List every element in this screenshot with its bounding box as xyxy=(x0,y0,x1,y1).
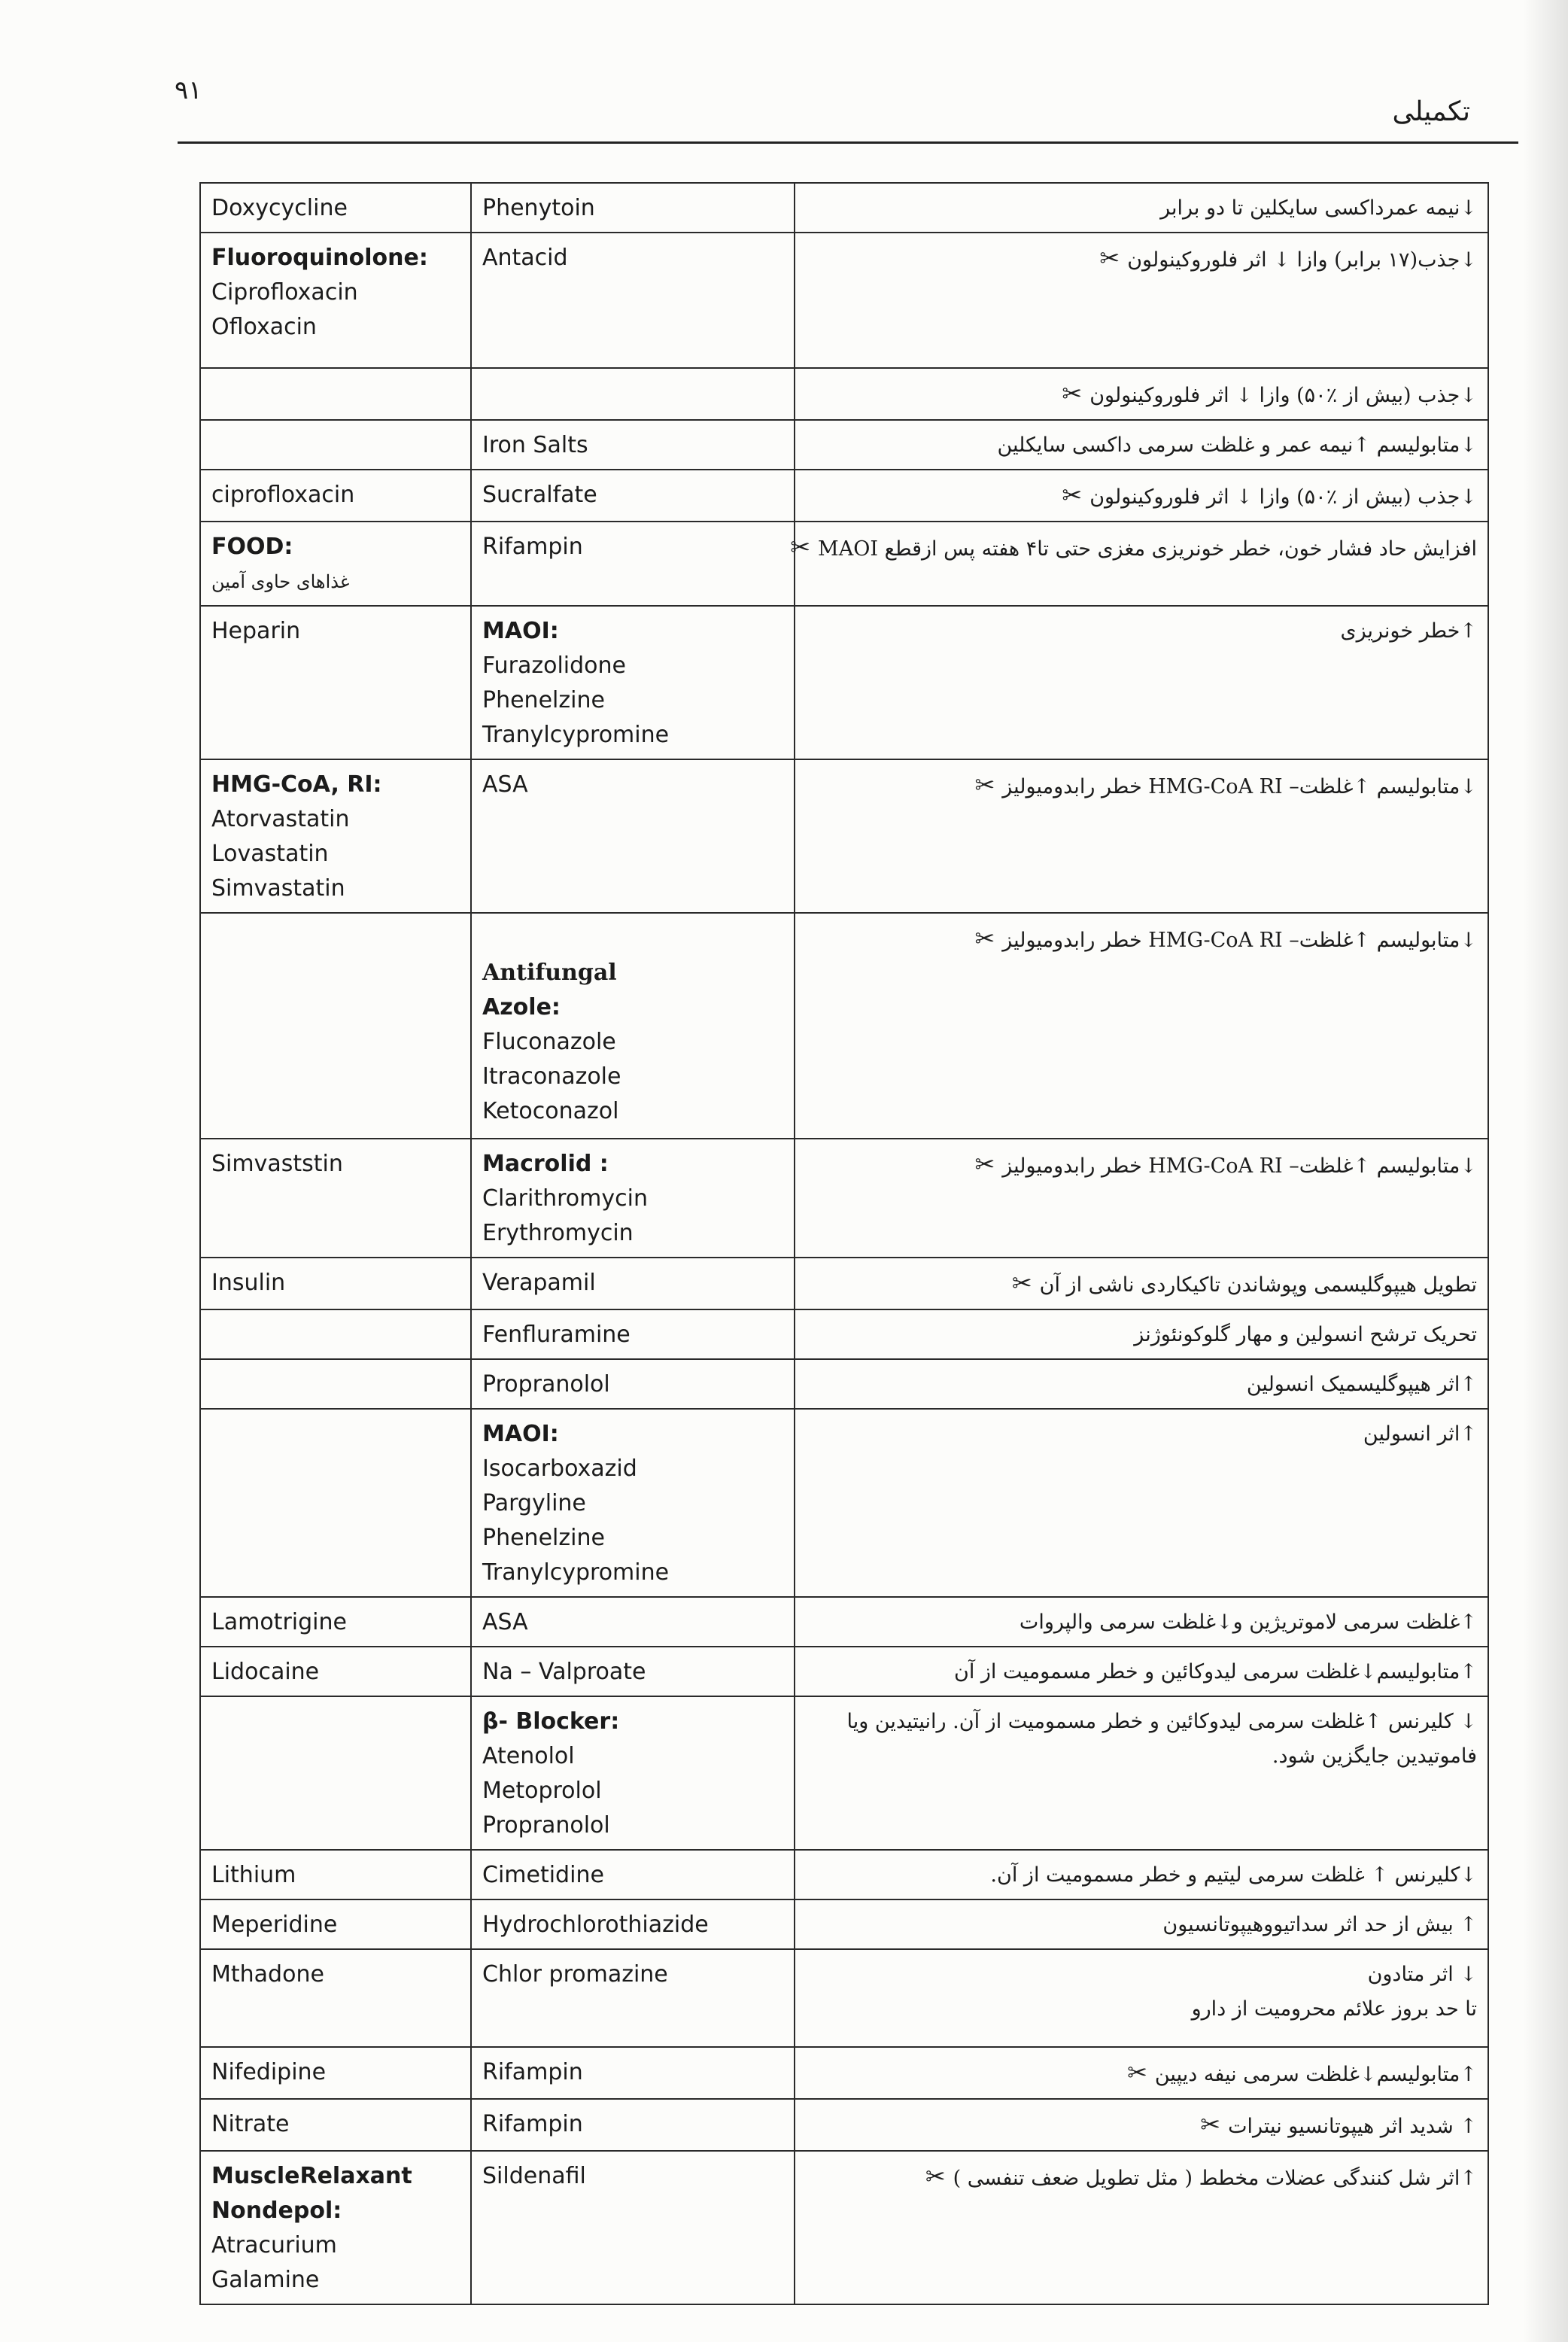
effect-text: ↑متابولیسم↓غلظت سرمی نیفه دیپین xyxy=(1154,2063,1477,2086)
interaction-effect-cell xyxy=(795,1597,1488,1647)
drug-a-cell xyxy=(200,1949,471,2047)
drug-a-text: Atorvastatin xyxy=(211,806,350,832)
drug-a-cell xyxy=(200,1597,471,1647)
effect-line xyxy=(806,614,1477,649)
table-row xyxy=(200,606,1488,759)
table-row xyxy=(200,420,1488,470)
effect-text: ↑اثر انسولین xyxy=(1363,1422,1477,1446)
drug-a-cell xyxy=(200,420,471,470)
table-row xyxy=(200,1139,1488,1258)
effect-text: ↓کلیرنس ↑ غلظت سرمی لیتیم و خطر مسمومیت از آن. xyxy=(990,1863,1477,1887)
drug-b-cell xyxy=(471,470,795,522)
drug-b-cell xyxy=(471,913,795,1139)
effect-line xyxy=(806,376,1477,413)
effect-line xyxy=(806,191,1477,226)
table-row xyxy=(200,1899,1488,1949)
drug-b-text: Rifampin xyxy=(482,534,583,560)
drug-a-cell xyxy=(200,1409,471,1597)
table-row xyxy=(200,2151,1488,2304)
drug-a-cell xyxy=(200,1309,471,1359)
drug-a-text: Ciprofloxacin xyxy=(211,279,358,306)
drug-b-cell xyxy=(471,1899,795,1949)
effect-text: ↑متابولیسم↓غلظت سرمی لیدوکائین و خطر مسمومیت از آن xyxy=(953,1660,1477,1684)
drug-b-text: Phenytoin xyxy=(482,195,595,221)
effect-line xyxy=(806,1367,1477,1402)
effect-line xyxy=(806,1147,1477,1184)
interaction-effect-cell xyxy=(795,1409,1488,1597)
drug-a-text: MuscleRelaxant xyxy=(211,2163,412,2189)
interaction-effect-cell xyxy=(795,2151,1488,2304)
interaction-effect-cell xyxy=(795,1647,1488,1696)
drug-a-text: ciprofloxacin xyxy=(211,482,355,508)
table-row xyxy=(200,1850,1488,1899)
drug-a-text: Galamine xyxy=(211,2267,320,2293)
drug-a-cell xyxy=(200,233,471,368)
effect-text: ↑ شدید اثر هیپوتانسیو نیترات xyxy=(1228,2115,1477,2138)
effect-text: تا حد بروز علائم محرومیت از دارو xyxy=(1191,1997,1477,2021)
table-row xyxy=(200,1597,1488,1647)
interaction-effect-cell xyxy=(795,1696,1488,1850)
drug-b-text: Tranylcypromine xyxy=(482,722,670,748)
drug-a-text: Lidocaine xyxy=(211,1659,320,1685)
drug-b-cell xyxy=(471,1309,795,1359)
drug-b-cell xyxy=(471,1359,795,1409)
interaction-effect-cell xyxy=(790,522,1488,606)
effect-line xyxy=(806,428,1477,463)
table-row xyxy=(200,1258,1488,1309)
drug-b-text: Itraconazole xyxy=(482,1063,621,1090)
table-row xyxy=(200,1696,1488,1850)
table-row xyxy=(200,1359,1488,1409)
scissors-icon: ✂ xyxy=(1011,1269,1032,1297)
interaction-effect-cell xyxy=(795,606,1488,759)
effect-text: افزایش حاد فشار خون، خطر خونریزی مغزی حتی تا۴ هفته پس ازقطع MAOI xyxy=(818,537,1477,561)
drug-b-text: Tranylcypromine xyxy=(482,1559,670,1586)
interaction-effect-cell xyxy=(795,183,1488,233)
drug-a-cell xyxy=(200,1696,471,1850)
table-row xyxy=(200,183,1488,233)
drug-b-cell xyxy=(471,759,795,913)
drug-b-text: Furazolidone xyxy=(482,652,626,679)
drug-b-text: Iron Salts xyxy=(482,432,588,458)
drug-b-text: MAOI: xyxy=(482,1421,559,1447)
drug-b-text: Na – Valproate xyxy=(482,1659,646,1685)
drug-a-cell xyxy=(200,759,471,913)
effect-line xyxy=(790,530,1477,567)
table-row xyxy=(200,470,1488,522)
drug-a-text: Lovastatin xyxy=(211,841,329,867)
drug-a-text: Insulin xyxy=(211,1270,286,1296)
effect-text: ↑ بیش از حد اثر سداتیووهیپوتانسیون xyxy=(1162,1913,1477,1936)
effect-text: ↓متابولیسم ↑نیمه عمر و غلظت سرمی داکسی سایکلین xyxy=(997,433,1477,457)
drug-b-text: Antacid xyxy=(482,245,568,271)
effect-text: فاموتیدین جایگزین شود. xyxy=(1272,1744,1477,1768)
drug-b-text: Cimetidine xyxy=(482,1862,604,1888)
drug-b-text: Fluconazole xyxy=(482,1029,616,1055)
drug-b-text: ASA xyxy=(482,771,528,798)
table-row xyxy=(200,1949,1488,2047)
effect-line xyxy=(806,2107,1477,2144)
effect-text: ↓متابولیسم ↑غلظت– HMG-CoA RI خطر رابدومیولیز xyxy=(1002,1154,1477,1178)
drug-b-cell xyxy=(471,606,795,759)
effect-line xyxy=(806,1908,1477,1942)
interaction-effect-cell xyxy=(795,1309,1488,1359)
drug-a-text: Nifedipine xyxy=(211,2059,327,2085)
effect-text: ↓ کلیرنس ↑غلظت سرمی لیدوکائین و خطر مسمومیت از آن. رانیتیدین ویا xyxy=(846,1710,1477,1733)
drug-b-text: Hydrochlorothiazide xyxy=(482,1912,709,1938)
drug-b-text: Fenfluramine xyxy=(482,1322,631,1348)
effect-line xyxy=(806,1417,1477,1452)
drug-b-text: Propranolol xyxy=(482,1812,610,1839)
drug-interaction-table xyxy=(199,182,1489,2305)
table-row xyxy=(200,368,1488,420)
scissors-icon: ✂ xyxy=(1062,481,1083,509)
drug-a-cell xyxy=(200,1647,471,1696)
drug-a-cell xyxy=(200,2099,471,2151)
drug-a-cell xyxy=(200,368,471,420)
running-title: تکمیلی xyxy=(1392,96,1470,127)
drug-b-cell xyxy=(471,1850,795,1899)
drug-a-text: Doxycycline xyxy=(211,195,348,221)
interaction-effect-cell xyxy=(795,1949,1488,2047)
drug-b-text: β- Blocker: xyxy=(482,1708,620,1735)
drug-a-cell xyxy=(200,183,471,233)
drug-a-text: غذاهای حاوی آمین xyxy=(211,571,350,592)
drug-a-cell xyxy=(200,913,471,1139)
drug-b-cell xyxy=(471,2099,795,2151)
drug-b-text: Sucralfate xyxy=(482,482,597,508)
effect-text: ↑غلظت سرمی لاموتریژین و↓غلظت سرمی والپروات xyxy=(1019,1611,1477,1634)
interaction-effect-cell xyxy=(795,2047,1488,2099)
drug-b-text: Verapamil xyxy=(482,1270,596,1296)
drug-b-text: Atenolol xyxy=(482,1743,575,1769)
scissors-icon: ✂ xyxy=(1099,244,1120,272)
drug-b-cell xyxy=(471,2151,795,2304)
effect-line xyxy=(806,2055,1477,2092)
drug-b-cell xyxy=(471,1597,795,1647)
interaction-effect-cell xyxy=(795,1899,1488,1949)
table-row xyxy=(200,1647,1488,1696)
drug-a-text: FOOD: xyxy=(211,534,293,560)
header-rule xyxy=(178,141,1518,144)
interaction-effect-cell xyxy=(795,1258,1488,1309)
effect-text: ↑اثر شل کنندگی عضلات مخطط ( مثل تطویل ضعف تنفسی ) xyxy=(953,2167,1477,2190)
interaction-effect-cell xyxy=(795,368,1488,420)
drug-a-text: Atracurium xyxy=(211,2232,337,2258)
effect-text: ↓متابولیسم ↑غلظت– HMG-CoA RI خطر رابدومیولیز xyxy=(1002,929,1477,952)
drug-b-text: Ketoconazol xyxy=(482,1098,619,1124)
drug-a-cell xyxy=(200,522,471,606)
effect-line xyxy=(806,1957,1477,1992)
scissors-icon: ✂ xyxy=(974,1150,995,1179)
effect-line xyxy=(806,2159,1477,2196)
interaction-effect-cell xyxy=(795,1139,1488,1258)
effect-text: ↓متابولیسم ↑غلظت– HMG-CoA RI خطر رابدومیولیز xyxy=(1002,775,1477,798)
effect-text: ↓ اثر متادون xyxy=(1367,1963,1477,1986)
drug-b-text: Erythromycin xyxy=(482,1220,634,1246)
interaction-effect-cell xyxy=(795,470,1488,522)
effect-text: ↑خطر خونریزی xyxy=(1340,619,1477,643)
drug-a-text: Mthadone xyxy=(211,1961,324,1988)
drug-b-text: Metoprolol xyxy=(482,1778,602,1804)
effect-text: تطویل هیپوگلیسمی وپوشاندن تاکیکاردی ناشی از آن xyxy=(1039,1273,1477,1297)
interaction-effect-cell xyxy=(795,1850,1488,1899)
effect-text: ↑اثر هیپوگلیسمیک انسولین xyxy=(1246,1373,1477,1396)
drug-a-cell xyxy=(200,1899,471,1949)
effect-line xyxy=(806,1705,1477,1739)
effect-line xyxy=(806,1605,1477,1640)
interaction-effect-cell xyxy=(795,913,1488,1139)
effect-line xyxy=(806,241,1477,278)
drug-a-cell xyxy=(200,1359,471,1409)
effect-line xyxy=(806,478,1477,515)
interaction-effect-cell xyxy=(795,759,1488,913)
drug-b-text: Chlor promazine xyxy=(482,1961,668,1988)
drug-a-text: Meperidine xyxy=(211,1912,338,1938)
drug-b-cell xyxy=(471,368,795,420)
drug-b-text: Rifampin xyxy=(482,2059,583,2085)
drug-b-text: Isocarboxazid xyxy=(482,1455,637,1482)
scissors-icon: ✂ xyxy=(974,771,995,799)
drug-a-cell xyxy=(200,1139,471,1258)
effect-line xyxy=(806,1318,1477,1352)
drug-b-text: Macrolid : xyxy=(482,1151,609,1177)
drug-a-cell xyxy=(200,1850,471,1899)
table-row xyxy=(200,522,1488,606)
drug-b-text: Antifungal xyxy=(482,960,617,986)
drug-a-cell xyxy=(200,2047,471,2099)
drug-b-text: Phenelzine xyxy=(482,1525,605,1551)
drug-b-text: Azole: xyxy=(482,994,561,1020)
table-row xyxy=(200,913,1488,1139)
interaction-effect-cell xyxy=(795,420,1488,470)
drug-a-cell xyxy=(200,1258,471,1309)
table-row xyxy=(200,233,1488,368)
drug-b-text: Phenelzine xyxy=(482,687,605,713)
effect-text: ↓جذب (بیش از ٪۵۰) وازا ↓ اثر فلوروکینولون xyxy=(1089,384,1477,407)
drug-a-text: Fluoroquinolone: xyxy=(211,245,428,271)
drug-b-cell xyxy=(471,1949,795,2047)
drug-b-text: Rifampin xyxy=(482,2111,583,2137)
drug-a-text: Nondepol: xyxy=(211,2198,342,2224)
page-number: ۹۱ xyxy=(175,75,202,105)
page-edge-shadow xyxy=(1523,0,1568,2342)
drug-b-text: MAOI: xyxy=(482,618,559,644)
interaction-effect-cell xyxy=(795,1359,1488,1409)
drug-b-cell xyxy=(471,1696,795,1850)
drug-b-cell xyxy=(471,1409,795,1597)
drug-b-cell xyxy=(471,1258,795,1309)
drug-b-text: Pargyline xyxy=(482,1490,586,1516)
effect-line xyxy=(806,768,1477,804)
effect-text: تحریک ترشح انسولین و مهار گلوکونئوژنز xyxy=(1134,1323,1477,1346)
drug-b-cell xyxy=(471,183,795,233)
effect-text: ↓جذب(۱۷ برابر) وازا ↓ اثر فلوروکینولون xyxy=(1127,248,1477,272)
scissors-icon: ✂ xyxy=(925,2162,946,2191)
drug-a-cell xyxy=(200,606,471,759)
table-row xyxy=(200,1409,1488,1597)
drug-b-cell xyxy=(471,1139,795,1258)
drug-a-text: Simvastatin xyxy=(211,875,345,902)
drug-b-cell xyxy=(471,2047,795,2099)
table-row xyxy=(200,1309,1488,1359)
scissors-icon: ✂ xyxy=(790,533,811,561)
drug-a-text: Lamotrigine xyxy=(211,1609,347,1635)
drug-b-cell xyxy=(471,1647,795,1696)
drug-b-cell xyxy=(471,233,795,368)
effect-line xyxy=(806,1266,1477,1303)
drug-b-cell xyxy=(471,420,795,470)
effect-line xyxy=(806,1858,1477,1893)
scissors-icon: ✂ xyxy=(1062,379,1083,408)
drug-a-cell xyxy=(200,2151,471,2304)
effect-text: ↓نیمه عمرداکسی سایکلین تا دو برابر xyxy=(1160,196,1477,220)
interaction-effect-cell xyxy=(795,2099,1488,2151)
drug-b-text: Sildenafil xyxy=(482,2163,586,2189)
effect-line xyxy=(806,921,1477,958)
effect-text: ↓جذب (بیش از ٪۵۰) وازا ↓ اثر فلوروکینولون xyxy=(1089,485,1477,509)
drug-b-text: Clarithromycin xyxy=(482,1185,648,1212)
drug-a-text: Heparin xyxy=(211,618,301,644)
drug-b-cell xyxy=(471,522,795,606)
effect-line xyxy=(806,1655,1477,1690)
drug-b-text: Propranolol xyxy=(482,1371,610,1398)
table-body xyxy=(200,183,1488,2304)
effect-line xyxy=(806,1739,1477,1774)
scissors-icon: ✂ xyxy=(974,924,995,953)
drug-a-text: Ofloxacin xyxy=(211,314,317,340)
drug-a-text: Simvaststin xyxy=(211,1151,343,1177)
table-row xyxy=(200,759,1488,913)
table-row xyxy=(200,2099,1488,2151)
drug-a-cell xyxy=(200,470,471,522)
drug-b-text: ASA xyxy=(482,1609,528,1635)
drug-a-text: Lithium xyxy=(211,1862,296,1888)
scissors-icon: ✂ xyxy=(1127,2058,1147,2087)
interaction-effect-cell xyxy=(795,233,1488,368)
drug-a-text: Nitrate xyxy=(211,2111,290,2137)
table-row xyxy=(200,2047,1488,2099)
scissors-icon: ✂ xyxy=(1200,2110,1221,2139)
drug-a-text: HMG-CoA, RI: xyxy=(211,771,382,798)
effect-line xyxy=(806,1992,1477,2027)
